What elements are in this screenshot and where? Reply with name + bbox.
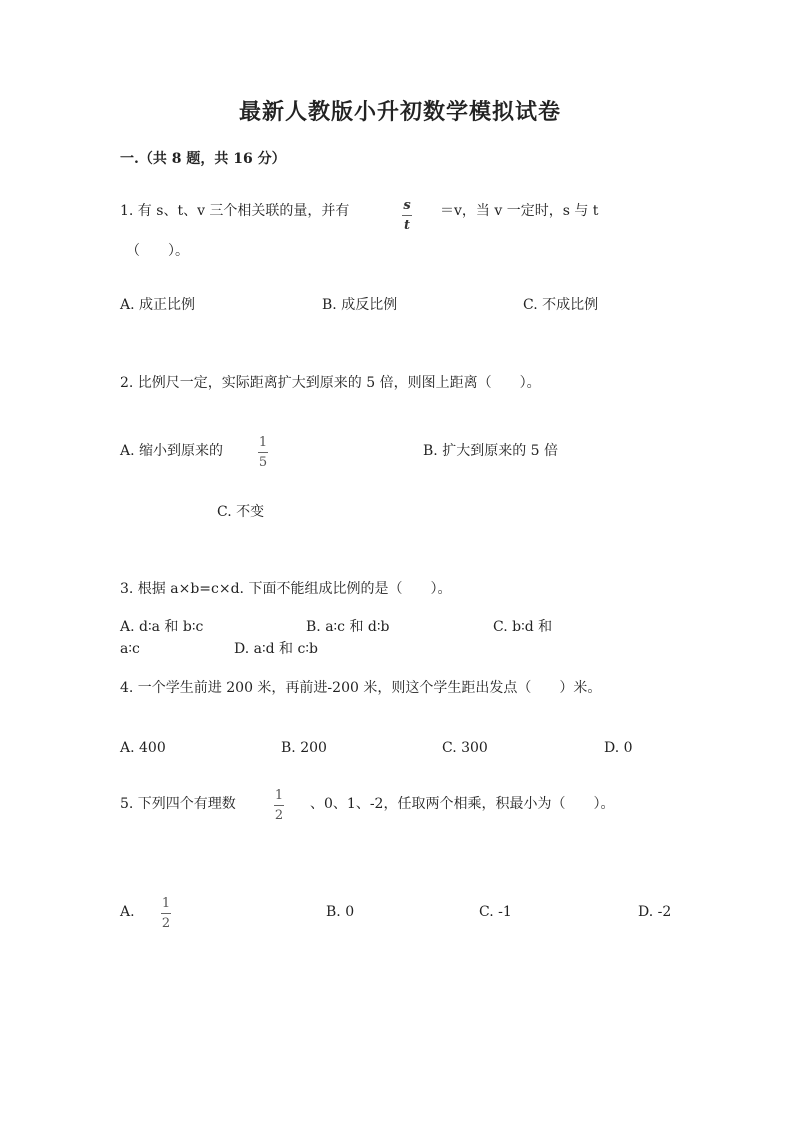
option-d[interactable]: D. a∶d 和 c∶b [234,641,318,657]
option-c[interactable]: C. b∶d 和 [493,619,553,635]
fraction-one-fifth [258,436,268,469]
question-3-text: 3. 根据 a×b=c×d. 下面不能组成比例的是（ ）。 [120,581,452,597]
question-5-text-cont: 、0、1、-2，任取两个相乘，积最小为（ ）。 [310,796,615,812]
option-d[interactable]: D. 0 [604,740,633,756]
fraction-numerator: 1 [161,896,171,911]
option-a[interactable]: A. 缩小到原来的 [120,443,224,459]
fraction-numerator: 1 [258,435,268,450]
option-c[interactable]: C. 不变 [217,504,265,520]
option-c[interactable]: C. -1 [479,904,512,920]
fraction-numerator: s [403,198,411,213]
option-b[interactable]: B. 成反比例 [322,297,398,313]
option-a[interactable]: A. [120,904,135,920]
fraction-one-half [274,789,284,822]
fraction-denominator: t [403,218,410,233]
fraction-numerator: 1 [274,788,284,803]
option-a[interactable]: A. 400 [120,740,166,756]
option-a[interactable]: A. 成正比例 [120,297,196,313]
option-a[interactable]: A. d∶a 和 b∶c [120,619,204,635]
option-c[interactable]: C. 300 [442,740,488,756]
fraction-s-over-t [402,199,412,232]
answer-blank: （ ）。 [126,243,189,259]
fraction-one-half [161,897,171,930]
fraction-denominator: 2 [274,808,284,823]
page-title: 最新人教版小升初数学模拟试卷 [238,99,561,125]
option-b[interactable]: B. 200 [281,740,327,756]
option-c[interactable]: C. 不成比例 [523,297,599,313]
question-2-text: 2. 比例尺一定，实际距离扩大到原来的 5 倍，则图上距离（ ）。 [120,375,541,391]
question-4-text: 4. 一个学生前进 200 米，再前进-200 米，则这个学生距出发点（ ）米。 [120,680,602,696]
question-1-text-cont: ＝v，当 v 一定时，s 与 t [440,203,599,219]
question-1-text: 1. 有 s、t、v 三个相关联的量，并有 [120,203,350,219]
fraction-denominator: 2 [161,916,171,931]
fraction-denominator: 5 [258,455,268,470]
section-header: 一.（共 8 题，共 16 分） [120,151,286,167]
option-c-cont[interactable]: a∶c [120,641,140,657]
option-b[interactable]: B. 扩大到原来的 5 倍 [423,443,558,459]
option-b[interactable]: B. a∶c 和 d∶b [306,619,390,635]
option-b[interactable]: B. 0 [326,904,355,920]
option-d[interactable]: D. -2 [638,904,672,920]
question-5-text: 5. 下列四个有理数 [120,796,236,812]
